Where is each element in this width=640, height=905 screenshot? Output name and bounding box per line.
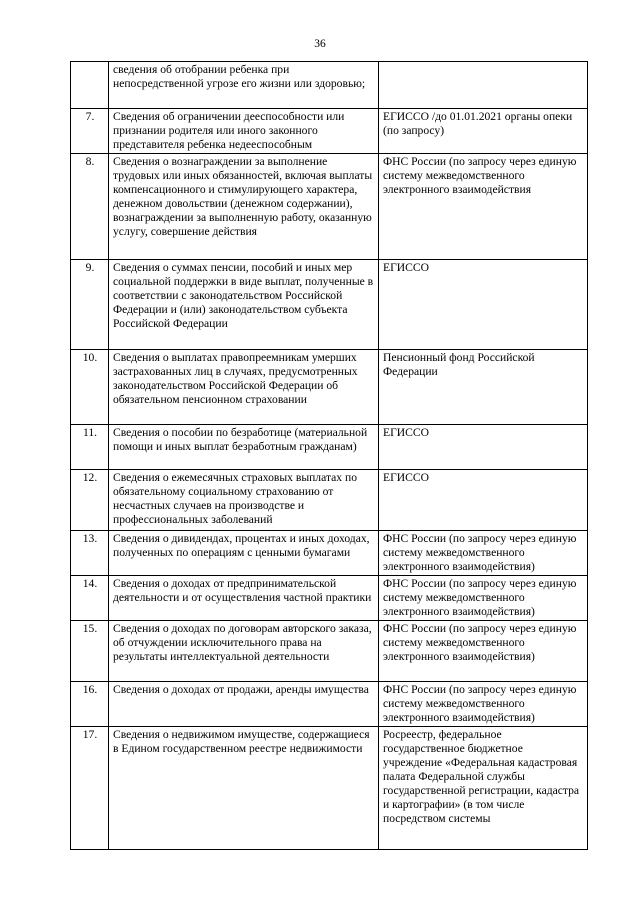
row-number: 9.	[71, 260, 109, 350]
row-number: 17.	[71, 727, 109, 850]
table-row	[71, 109, 588, 154]
row-description: Сведения о дивидендах, процентах и иных доходах, полученных по операциям с ценными бумагами	[109, 531, 379, 576]
row-number: 10.	[71, 350, 109, 425]
row-number: 11.	[71, 425, 109, 470]
table-row	[71, 425, 588, 470]
table-row	[71, 576, 588, 621]
row-description: сведения об отобрании ребенка при непосредственной угрозе его жизни или здоровью;	[109, 62, 379, 109]
row-description: Сведения о выплатах правопреемникам умерших застрахованных лиц в случаях, предусмотренных законодательством Российской Федерации об обязательном пенсионном страховании	[109, 350, 379, 425]
row-description: Сведения о вознаграждении за выполнение трудовых или иных обязанностей, включая выплаты компенсационного и стимулирующего характера, денежном довольствии (денежном содержании), вознаграждении за выполненную работу, оказанную услугу, совершение действия	[109, 154, 379, 260]
row-source: Росреестр, федеральное государственное бюджетное учреждение «Федеральная кадастровая палата Федеральной службы государственной регистрации, кадастра и картографии» (в том числе посредством системы	[379, 727, 588, 850]
row-source: ЕГИССО	[379, 470, 588, 531]
row-source: ЕГИССО	[379, 425, 588, 470]
row-description: Сведения о суммах пенсии, пособий и иных мер социальной поддержки в виде выплат, полученные в соответствии с законодательством Российской Федерации и (или) законодательством субъекта Российской Федерации	[109, 260, 379, 350]
row-number: 12.	[71, 470, 109, 531]
row-source: ФНС России (по запросу через единую систему межведомственного электронного взаимодействия)	[379, 531, 588, 576]
row-source: ФНС России (по запросу через единую систему межведомственного электронного взаимодействия)	[379, 682, 588, 727]
page-number: 36	[314, 38, 326, 50]
row-number	[71, 62, 109, 109]
row-source: ФНС России (по запросу через единую систему межведомственного электронного взаимодействия)	[379, 621, 588, 682]
table-row	[71, 682, 588, 727]
table-row	[71, 727, 588, 850]
table-row	[71, 62, 588, 109]
table-row	[71, 260, 588, 350]
row-source	[379, 62, 588, 109]
row-description: Сведения о недвижимом имуществе, содержащиеся в Едином государственном реестре недвижимости	[109, 727, 379, 850]
table-row	[71, 350, 588, 425]
row-description: Сведения о пособии по безработице (материальной помощи и иных выплат безработным гражданам)	[109, 425, 379, 470]
row-number: 8.	[71, 154, 109, 260]
row-source: Пенсионный фонд Российской Федерации	[379, 350, 588, 425]
row-description: Сведения об ограничении дееспособности или признании родителя или иного законного представителя ребенка недееспособным	[109, 109, 379, 154]
row-source: ЕГИССО	[379, 260, 588, 350]
table-row	[71, 531, 588, 576]
row-source: ЕГИССО /до 01.01.2021 органы опеки (по запросу)	[379, 109, 588, 154]
row-number: 16.	[71, 682, 109, 727]
row-number: 15.	[71, 621, 109, 682]
row-description: Сведения о ежемесячных страховых выплатах по обязательному социальному страхованию от несчастных случаев на производстве и профессиональных заболеваний	[109, 470, 379, 531]
table-row	[71, 154, 588, 260]
row-number: 13.	[71, 531, 109, 576]
table-row	[71, 470, 588, 531]
row-source: ФНС России (по запросу через единую систему межведомственного электронного взаимодействия)	[379, 576, 588, 621]
row-description: Сведения о доходах от продажи, аренды имущества	[109, 682, 379, 727]
row-description: Сведения о доходах по договорам авторского заказа, об отчуждении исключительного права на результаты интеллектуальной деятельности	[109, 621, 379, 682]
row-number: 14.	[71, 576, 109, 621]
row-description: Сведения о доходах от предпринимательской деятельности и от осуществления частной практики	[109, 576, 379, 621]
data-sources-table	[70, 61, 588, 850]
table-row	[71, 621, 588, 682]
row-number: 7.	[71, 109, 109, 154]
row-source: ФНС России (по запросу через единую систему межведомственного электронного взаимодействия	[379, 154, 588, 260]
